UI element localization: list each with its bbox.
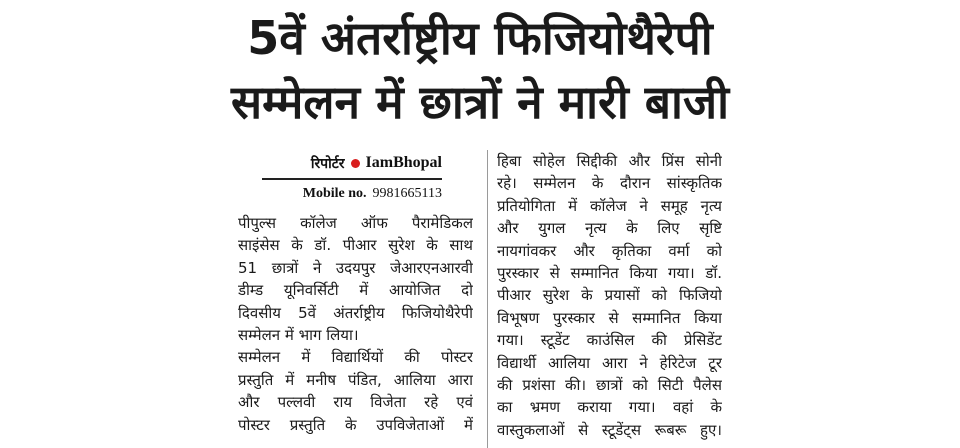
column-2-line: की प्रशंसा की। छात्रों को सिटी पैलेस bbox=[497, 376, 722, 395]
byline-rule bbox=[262, 178, 442, 180]
column-1-line: प्रस्तुति में मनीष पंडित, आलिया आरा bbox=[238, 370, 473, 389]
mobile-row bbox=[262, 184, 442, 204]
headline-line-1: 5वें अंतर्राष्ट्रीय फिजियोथैरेपी bbox=[247, 11, 713, 65]
column-2-line: गया। स्टूडेंट काउंसिल की प्रेसिडेंट bbox=[497, 331, 722, 350]
reporter-row bbox=[262, 152, 442, 174]
column-1-line: और पल्लवी राय विजेता रहे एवं bbox=[238, 393, 473, 412]
column-1-line: पीपुल्स कॉलेज ऑफ पैरामेडिकल bbox=[238, 214, 473, 232]
column-2-line: विद्यार्थी आलिया आरा ने हेरिटेज टूर bbox=[497, 353, 722, 372]
column-divider bbox=[487, 150, 488, 448]
column-2-line: का भ्रमण कराया गया। वहां के bbox=[497, 398, 722, 417]
column-2-line: रहे। सम्मेलन के दौरान सांस्कृतिक bbox=[497, 174, 722, 193]
column-1-line: डीम्ड यूनिवर्सिटी में आयोजित दो bbox=[238, 281, 473, 300]
headline bbox=[220, 6, 740, 134]
mobile-label: Mobile no. bbox=[302, 186, 367, 201]
column-2-line: और युगल नृत्य के लिए सृष्टि bbox=[497, 219, 722, 238]
headline-line-2: सम्मेलन में छात्रों ने मारी बाजी bbox=[230, 75, 730, 129]
bullet-dot-icon bbox=[351, 159, 360, 168]
mobile-number: 9981665113 bbox=[372, 186, 442, 201]
column-2-line: हिबा सोहेल सिद्दीकी और प्रिंस सोनी bbox=[497, 152, 722, 170]
column-2-line: नायगांवकर और कृतिका वर्मा को bbox=[497, 241, 722, 260]
column-2-line: विभूषण पुरस्कार से सम्मानित किया bbox=[497, 308, 722, 327]
column-1-line: 51 छात्रों ने उदयपुर जेआरएनआरवी bbox=[238, 258, 473, 277]
column-2-line: वास्तुकलाओं से स्टूडेंट्स रूबरू हुए। bbox=[497, 420, 722, 439]
article-column-2 bbox=[497, 150, 722, 441]
column-1-line: सम्मेलन में विद्यार्थियों की पोस्टर bbox=[238, 348, 473, 367]
column-1-line: पोस्टर प्रस्तुति के उपविजेताओं में bbox=[238, 415, 473, 434]
column-1-line: साइंसेस के डॉ. पीआर सुरेश के साथ bbox=[238, 236, 473, 255]
reporter-label: रिपोर्टर bbox=[310, 155, 345, 172]
column-1-line: दिवसीय 5वें अंतर्राष्ट्रीय फिजियोथैरेपी bbox=[238, 303, 473, 322]
reporter-name: IamBhopal bbox=[365, 154, 442, 171]
article-column-1 bbox=[238, 212, 473, 436]
column-2-line: पीआर सुरेश के प्रयासों को फिजियो bbox=[497, 286, 722, 305]
byline bbox=[262, 152, 442, 204]
column-2-line: प्रतियोगिता में कॉलेज ने समूह नृत्य bbox=[497, 196, 722, 215]
column-1-line: सम्मेलन में भाग लिया। bbox=[238, 326, 359, 345]
column-2-line: पुरस्कार से सम्मानित किया गया। डॉ. bbox=[497, 264, 722, 283]
